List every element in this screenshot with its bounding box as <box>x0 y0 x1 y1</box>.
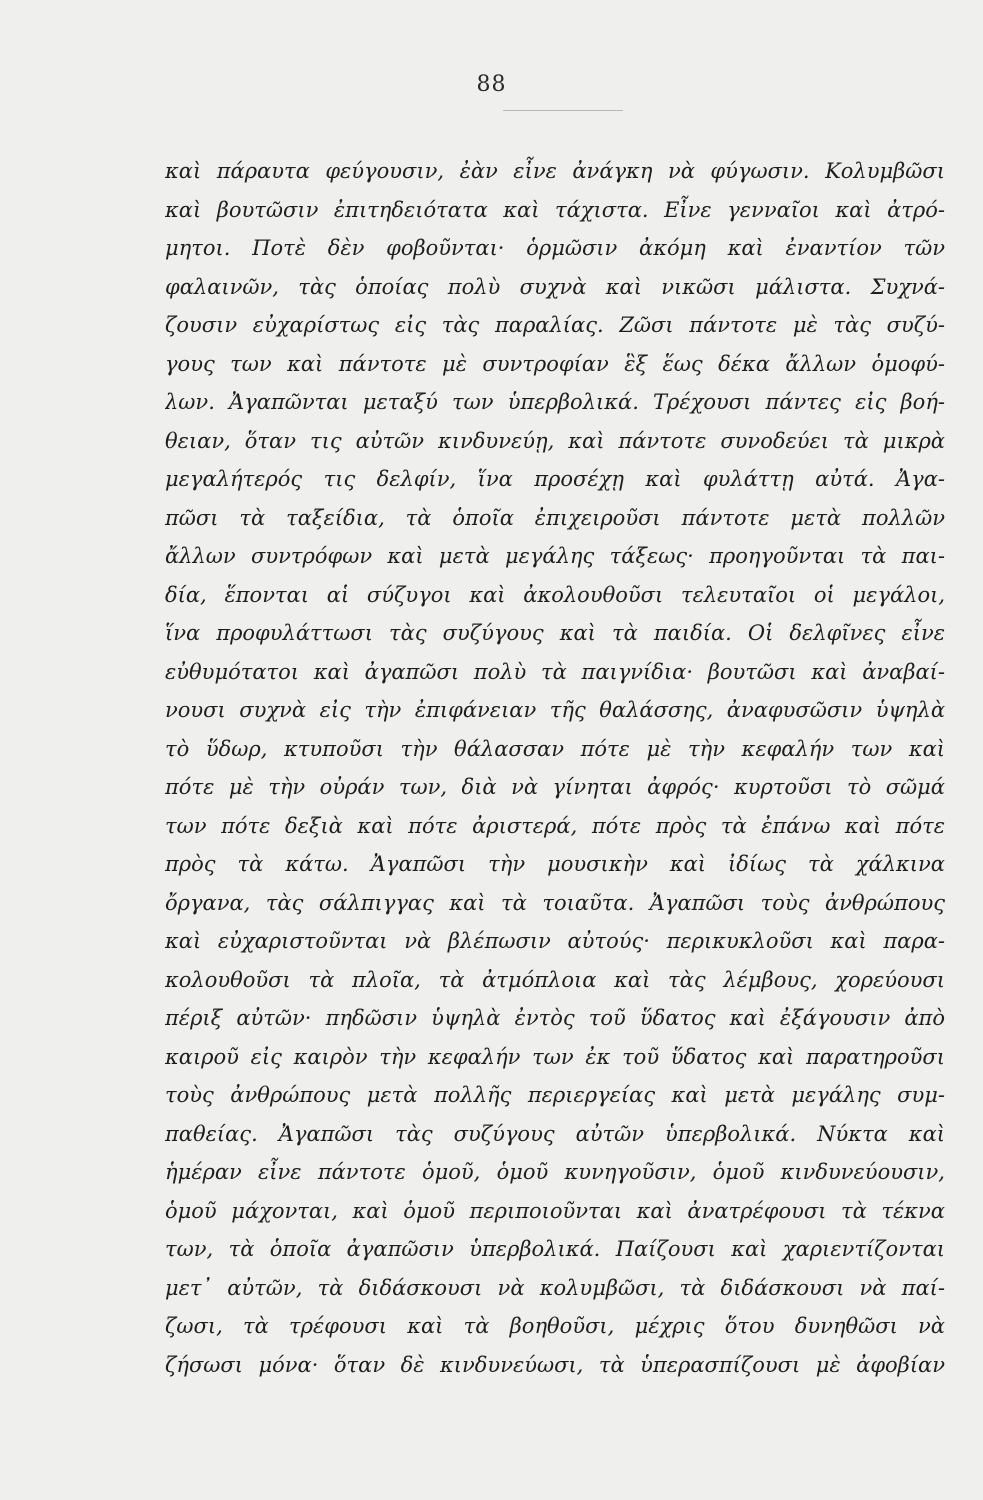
text-line: παθείας. Ἀγαπῶσι τὰς συζύγους αὐτῶν ὑπερβολικά. Νύκτα καὶ <box>165 1121 945 1146</box>
text-line: τὸ ὕδωρ, κτυποῦσι τὴν θάλασσαν πότε μὲ τὴν κεφαλήν των καὶ <box>165 736 945 761</box>
text-line: ἵνα προφυλάττωσι τὰς συζύγους καὶ τὰ παιδία. Οἱ δελφῖνες εἶνε <box>165 621 945 645</box>
text-line: πότε μὲ τὴν οὐράν των, διὰ νὰ γίνηται ἀφρός· κυρτοῦσι τὸ σῶμά <box>165 775 945 799</box>
text-line: μετ᾽ αὐτῶν, τὰ διδάσκουσι νὰ κολυμβῶσι, τὰ διδάσκουσι νὰ παί- <box>165 1275 945 1300</box>
text-line: φαλαινῶν, τὰς ὁποίας πολὺ συχνὰ καὶ νικῶσι μάλιστα. Συχνά- <box>165 274 945 299</box>
header-rule <box>503 110 623 111</box>
text-line: πέριξ αὐτῶν· πηδῶσιν ὑψηλὰ ἐντὸς τοῦ ὕδατος καὶ ἐξάγουσιν ἀπὸ <box>165 1006 945 1030</box>
text-line: κολουθοῦσι τὰ πλοῖα, τὰ ἀτμόπλοια καὶ τὰς λέμβους, χορεύουσι <box>165 967 945 992</box>
text-line: ζουσιν εὐχαρίστως εἰς τὰς παραλίας. Ζῶσι πάντοτε μὲ τὰς συζύ- <box>165 313 945 337</box>
body-text <box>165 152 945 1384</box>
text-line: ὄργανα, τὰς σάλπιγγας καὶ τὰ τοιαῦτα. Ἀγαπῶσι τοὺς ἀνθρώπους <box>165 890 945 915</box>
text-line: καὶ πάραυτα φεύγουσιν, ἐὰν εἶνε ἀνάγκη νὰ φύγωσιν. Κολυμβῶσι <box>165 159 945 183</box>
text-line: καιροῦ εἰς καιρὸν τὴν κεφαλήν των ἐκ τοῦ ὕδατος καὶ παρατηροῦσι <box>165 1044 945 1069</box>
text-line: λων. Ἀγαπῶνται μεταξύ των ὑπερβολικά. Τρέχουσι πάντες εἰς βοή- <box>165 390 945 414</box>
page-number: 88 <box>476 72 507 97</box>
text-line: εὐθυμότατοι καὶ ἀγαπῶσι πολὺ τὰ παιγνίδια· βουτῶσι καὶ ἀναβαί- <box>165 659 945 684</box>
text-line: των πότε δεξιὰ καὶ πότε ἀριστερά, πότε πρὸς τὰ ἐπάνω καὶ πότε <box>165 813 945 838</box>
text-line: των, τὰ ὁποῖα ἀγαπῶσιν ὑπερβολικά. Παίζουσι καὶ χαριεντίζονται <box>165 1237 945 1261</box>
text-line: θειαν, ὅταν τις αὐτῶν κινδυνεύῃ, καὶ πάντοτε συνοδεύει τὰ μικρὰ <box>165 428 945 453</box>
text-line: πρὸς τὰ κάτω. Ἀγαπῶσι τὴν μουσικὴν καὶ ἰδίως τὰ χάλκινα <box>165 852 945 876</box>
text-line: καὶ βουτῶσιν ἐπιτηδειότατα καὶ τάχιστα. Εἶνε γενναῖοι καὶ ἀτρό- <box>165 197 945 222</box>
text-line: τοὺς ἀνθρώπους μετὰ πολλῆς περιεργείας καὶ μετὰ μεγάλης συμ- <box>165 1083 945 1107</box>
text-line: νουσι συχνὰ εἰς τὴν ἐπιφάνειαν τῆς θαλάσσης, ἀναφυσῶσιν ὑψηλὰ <box>165 698 945 722</box>
text-line: γους των καὶ πάντοτε μὲ συντροφίαν ἓξ ἕως δέκα ἄλλων ὁμοφύ- <box>165 351 945 376</box>
text-line: μεγαλήτερός τις δελφίν, ἵνα προσέχῃ καὶ φυλάττῃ αὐτά. Ἀγα- <box>165 467 945 491</box>
text-line: καὶ εὐχαριστοῦνται νὰ βλέπωσιν αὐτούς· περικυκλοῦσι καὶ παρα- <box>165 929 945 953</box>
text-line: ὁμοῦ μάχονται, καὶ ὁμοῦ περιποιοῦνται καὶ ἀνατρέφουσι τὰ τέκνα <box>165 1198 945 1223</box>
text-line: ἡμέραν εἶνε πάντοτε ὁμοῦ, ὁμοῦ κυνηγοῦσιν, ὁμοῦ κινδυνεύουσιν, <box>165 1160 945 1184</box>
text-line: δία, ἕπονται αἱ σύζυγοι καὶ ἀκολουθοῦσι τελευταῖοι οἱ μεγάλοι, <box>165 582 945 607</box>
text-line: ἄλλων συντρόφων καὶ μετὰ μεγάλης τάξεως· προηγοῦνται τὰ παι- <box>165 544 945 568</box>
text-line: ζωσι, τὰ τρέφουσι καὶ τὰ βοηθοῦσι, μέχρις ὅτου δυνηθῶσι νὰ <box>165 1314 945 1338</box>
text-line: πῶσι τὰ ταξείδια, τὰ ὁποῖα ἐπιχειροῦσι πάντοτε μετὰ πολλῶν <box>165 505 945 530</box>
text-line: μητοι. Ποτὲ δὲν φοβοῦνται· ὁρμῶσιν ἀκόμη καὶ ἐναντίον τῶν <box>165 236 945 260</box>
text-line: ζήσωσι μόνα· ὅταν δὲ κινδυνεύωσι, τὰ ὑπερασπίζουσι μὲ ἀφοβίαν <box>165 1352 945 1377</box>
